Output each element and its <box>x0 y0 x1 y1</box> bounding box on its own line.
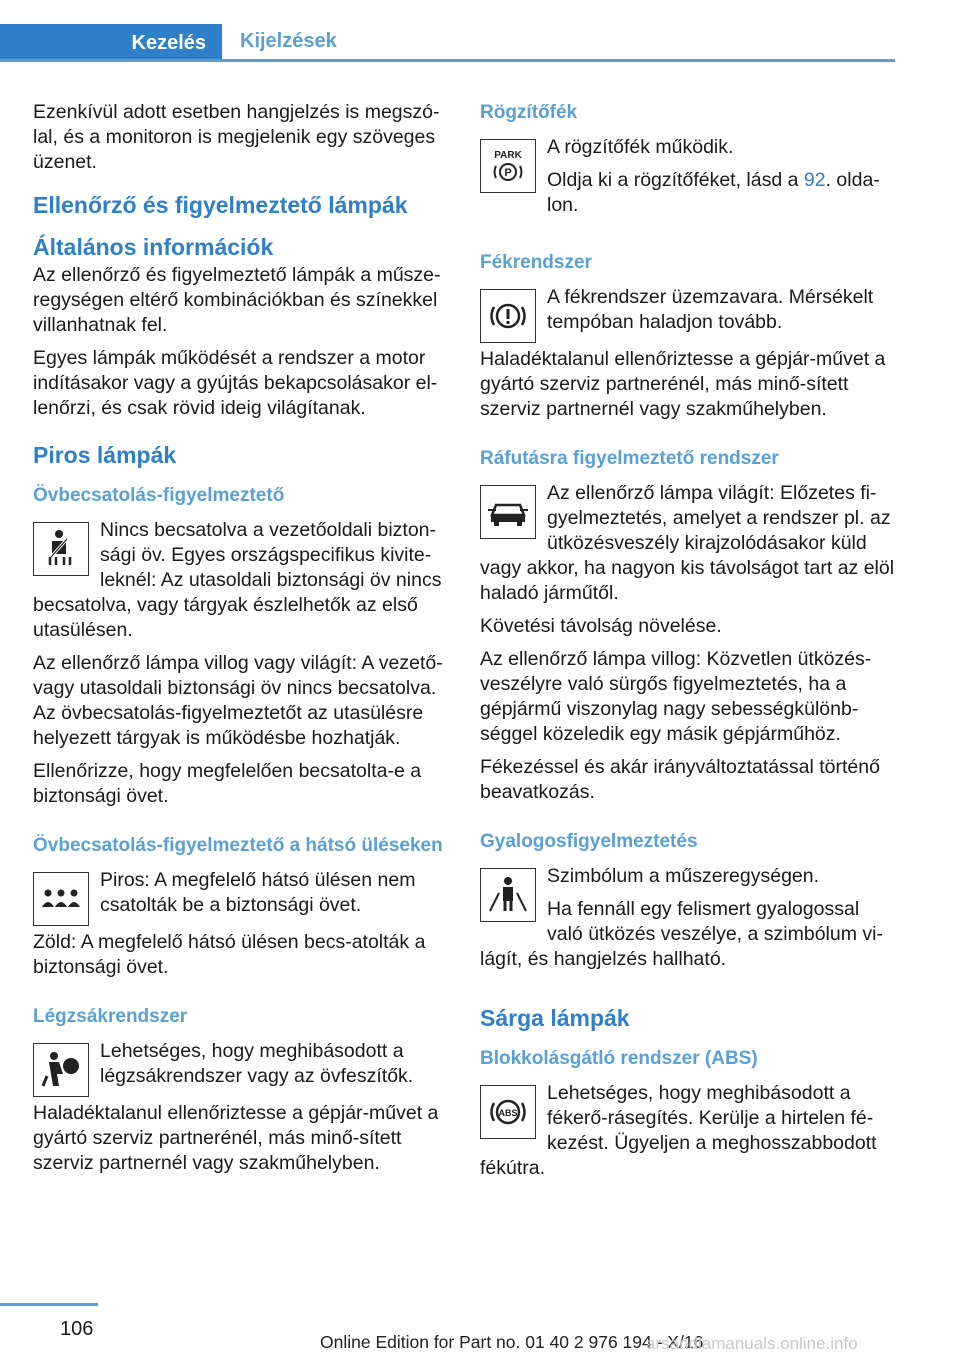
tab-kijelzesek[interactable]: Kijelzések <box>240 30 337 52</box>
tab-kezeles[interactable]: Kezelés <box>0 24 222 62</box>
airbag-paragraph-1: Lehetséges, hogy meghibásodott a légzsákrendszer vagy az övfeszítők. <box>100 1040 414 1087</box>
pedestrian-icon <box>480 868 536 922</box>
airbag-paragraph-2: Haladéktalanul ellenőriztesse a gépjár-művet a gyártó szerviz partnerénél, más minő-sített szerviz partnernél vagy szakműhelyben. <box>33 1102 439 1174</box>
heading-abs: Blokkolásgátló rendszer (ABS) <box>480 1048 758 1069</box>
heading-airbag: Légzsákrendszer <box>33 1006 188 1027</box>
seatbelt-paragraph-2: Az ellenőrző lámpa villog vagy világít: A vezető- vagy utasoldali biztonsági öv nincs becsatolva. Az övbecsatolás-figyelmeztetőt az utasülésre helyezett tárgyak is működésbe hozhatják. <box>33 652 443 749</box>
heading-seatbelt: Övbecsatolás-figyelmeztető <box>33 485 285 506</box>
brake-item <box>480 285 896 347</box>
heading-general-info: Általános információk <box>33 234 274 260</box>
svg-text:ABS: ABS <box>498 1108 518 1118</box>
brake-paragraph-2: Haladéktalanul ellenőriztesse a gépjár-művet a gyártó szerviz partnerénél, más minő-sített szerviz partnernél vagy szakműhelyben. <box>480 348 886 420</box>
brake-paragraph-1: A fékrendszer üzemzavara. Mérsékelt tempóban haladjon tovább. <box>547 286 874 333</box>
brake-warning-icon <box>480 289 536 343</box>
collision-paragraph-1: Az ellenőrző lámpa világít: Előzetes fi-gyelmeztetés, amelyet a rendszer pl. az ütközésveszély kirajzolódásakor küld vagy akkor, ha nagyon kis távolságot tart az elöl haladó járműtől. <box>480 482 895 604</box>
heading-collision-warning: Ráfutásra figyelmeztető rendszer <box>480 448 779 469</box>
parking-brake-icon <box>480 139 536 193</box>
abs-item <box>480 1081 896 1189</box>
edition-text: Online Edition for Part no. 01 40 2 976 194 - X/16 <box>320 1332 704 1352</box>
svg-text:P: P <box>504 167 512 179</box>
intro-paragraph: Ezenkívül adott esetben hangjelzés is megszó-lal, és a monitoron is megjelenik egy szöveges üzenet. <box>33 101 440 173</box>
pedestrian-paragraph-1: Szimbólum a műszeregységen. <box>547 865 820 887</box>
left-column <box>33 100 453 1184</box>
parking-paragraph-2: Oldja ki a rögzítőféket, lásd a 92. olda-lon. <box>547 169 880 216</box>
right-column <box>480 100 896 1189</box>
heading-brake-system: Fékrendszer <box>480 252 592 273</box>
footer-rule <box>0 1303 98 1306</box>
rear-seatbelt-item <box>33 868 453 930</box>
heading-parking-brake: Rögzítőfék <box>480 102 578 123</box>
header-rule <box>0 59 895 62</box>
heading-pedestrian-warning: Gyalogosfigyelmeztetés <box>480 831 698 852</box>
general-paragraph-2: Egyes lámpák működését a rendszer a motor indításakor vagy a gyújtás bekapcsolásakor el-lenőrzi, és csak rövid ideig világítanak. <box>33 347 438 419</box>
parking-paragraph-1: A rögzítőfék működik. <box>547 136 734 158</box>
heading-control-lamps: Ellenőrző és figyelmeztető lámpák <box>33 192 408 218</box>
collision-item <box>480 481 896 614</box>
seatbelt-item <box>33 518 453 651</box>
svg-text:PARK: PARK <box>494 150 522 161</box>
heading-yellow-lamps: Sárga lámpák <box>480 1005 630 1031</box>
watermark: arsandlamanuals.online.info <box>646 1334 858 1353</box>
car-collision-icon <box>480 485 536 539</box>
pedestrian-item <box>480 864 896 980</box>
airbag-icon <box>33 1043 89 1097</box>
rear-paragraph-2: Zöld: A megfelelő hátsó ülésen becs-atolták a biztonsági övet. <box>33 931 426 978</box>
parking-brake-item <box>480 135 896 226</box>
heading-rear-seatbelt: Övbecsatolás-figyelmeztető a hátsó üléseken <box>33 835 443 856</box>
airbag-item <box>33 1039 453 1101</box>
abs-icon <box>480 1085 536 1139</box>
page-link[interactable]: 92 <box>803 169 826 191</box>
collision-paragraph-4: Fékezéssel és akár irányváltoztatással történő beavatkozás. <box>480 756 880 803</box>
rear-seatbelt-icon <box>33 872 89 926</box>
collision-paragraph-3: Az ellenőrző lámpa villog: Közvetlen ütközés-veszélyre való sürgős figyelmeztetés, ha a gépjármű viszonylag nagy sebességkülönb-séggel közeledik egy másik gépjárműhöz. <box>480 648 872 745</box>
general-paragraph-1: Az ellenőrző és figyelmeztető lámpák a műsze-regységen eltérő kombinációkban és színekkel villanhatnak fel. <box>33 264 441 336</box>
rear-paragraph-1: Piros: A megfelelő hátsó ülésen nem csatolták be a biztonsági övet. <box>100 869 416 916</box>
seatbelt-icon <box>33 522 89 576</box>
header-tabs <box>0 24 895 62</box>
abs-paragraph-1: Lehetséges, hogy meghibásodott a fékerő-rásegítés. Kerülje a hirtelen fé-kezést. Ügyeljen a meghosszabbodott fékútra. <box>480 1082 877 1179</box>
heading-red-lamps: Piros lámpák <box>33 442 177 468</box>
pedestrian-paragraph-2: Ha fennáll egy felismert gyalogossal való ütközés veszélye, a szimbólum vi-lágít, és hangjelzés hallható. <box>480 898 883 970</box>
seatbelt-paragraph-3: Ellenőrizze, hogy megfelelően becsatolta-e a biztonsági övet. <box>33 760 422 807</box>
page-number: 106 <box>60 1318 94 1340</box>
collision-paragraph-2: Követési távolság növelése. <box>480 615 722 637</box>
seatbelt-paragraph-1: Nincs becsatolva a vezetőoldali bizton-sági öv. Egyes országspecifikus kivite-leknél: Az utasoldali biztonsági öv nincs becsatolva, vagy tárgyak észlelhetők az első utasülésen. <box>33 519 442 641</box>
